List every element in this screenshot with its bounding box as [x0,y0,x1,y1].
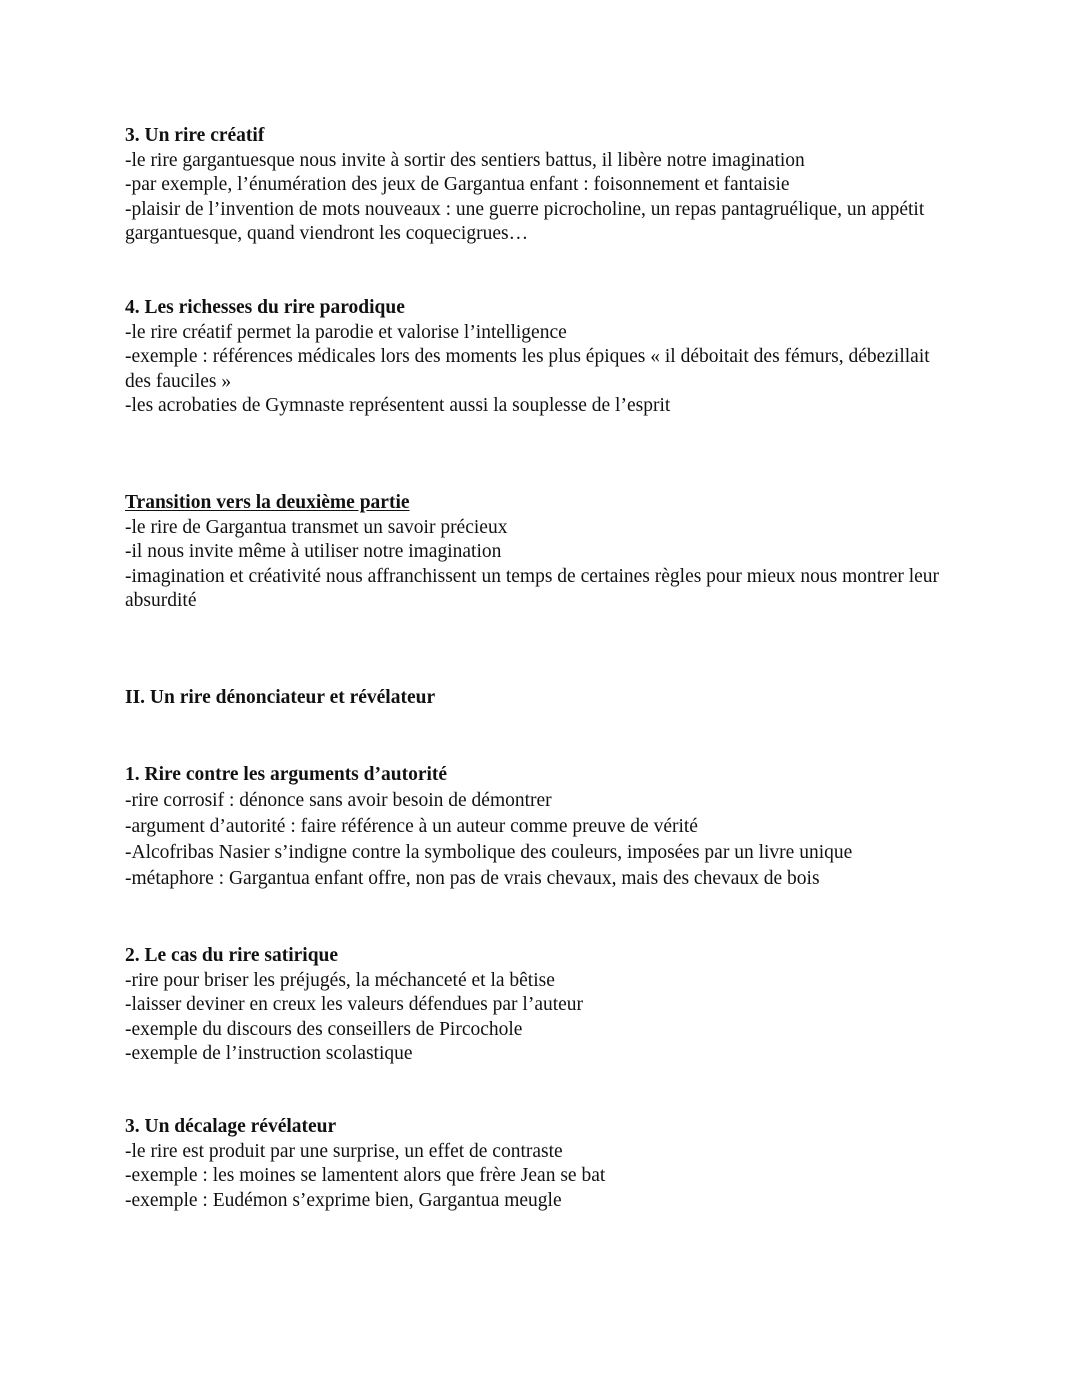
section-heading: 4. Les richesses du rire parodique [125,297,405,318]
bullet-line: -exemple : Eudémon s’exprime bien, Gargantua meugle [125,1189,562,1211]
transition-heading: Transition vers la deuxième partie [125,492,410,513]
section-rire-parodique [125,296,955,419]
section-heading: 3. Un rire créatif [125,125,265,146]
part-title: II. Un rire dénonciateur et révélateur [125,687,436,708]
bullet-line: -le rire créatif permet la parodie et valorise l’intelligence [125,321,567,343]
section-transition [125,491,955,614]
bullet-line: -exemple du discours des conseillers de Pircochole [125,1018,523,1040]
bullet-line: -Alcofribas Nasier s’indigne contre la symbolique des couleurs, imposées par un livre unique [125,841,853,863]
bullet-line: -laisser deviner en creux les valeurs défendues par l’auteur [125,994,584,1015]
bullet-line: -les acrobaties de Gymnaste représentent aussi la souplesse de l’esprit [125,395,671,416]
bullet-line: -argument d’autorité : faire référence à un auteur comme preuve de vérité [125,815,698,837]
bullet-line: -exemple de l’instruction scolastique [125,1043,413,1064]
bullet-line: -il nous invite même à utiliser notre imagination [125,541,502,562]
bullet-line: -métaphore : Gargantua enfant offre, non pas de vrais chevaux, mais des chevaux de bois [125,867,820,889]
bullet-line: -le rire est produit par une surprise, un effet de contraste [125,1140,563,1162]
section-heading: 1. Rire contre les arguments d’autorité [125,764,448,785]
section-arguments-autorite [125,763,955,892]
section-decalage-revelateur [125,1115,955,1213]
section-rire-satirique [125,944,955,1067]
bullet-line: -le rire gargantuesque nous invite à sortir des sentiers battus, il libère notre imagination [125,149,805,171]
bullet-line: -exemple : références médicales lors des moments les plus épiques « il déboitait des fémurs, débezillait des fauciles » [125,346,930,392]
section-heading: 2. Le cas du rire satirique [125,945,339,966]
part-two-heading-block [125,686,955,711]
bullet-line: -le rire de Gargantua transmet un savoir précieux [125,516,508,538]
section-rire-creatif [125,124,955,247]
bullet-line: -plaisir de l’invention de mots nouveaux : une guerre picrocholine, un repas pantagruélique, un appétit gargantuesque, quand viendront les coquecigrues… [125,198,925,244]
bullet-line: -rire pour briser les préjugés, la méchanceté et la bêtise [125,969,555,991]
bullet-line: -imagination et créativité nous affranchissent un temps de certaines règles pour mieux nous montrer leur absurdité [125,565,940,611]
bullet-line: -rire corrosif : dénonce sans avoir besoin de démontrer [125,789,552,811]
bullet-line: -exemple : les moines se lamentent alors que frère Jean se bat [125,1165,606,1186]
bullet-line: -par exemple, l’énumération des jeux de Gargantua enfant : foisonnement et fantaisie [125,174,790,195]
section-heading: 3. Un décalage révélateur [125,1116,337,1137]
